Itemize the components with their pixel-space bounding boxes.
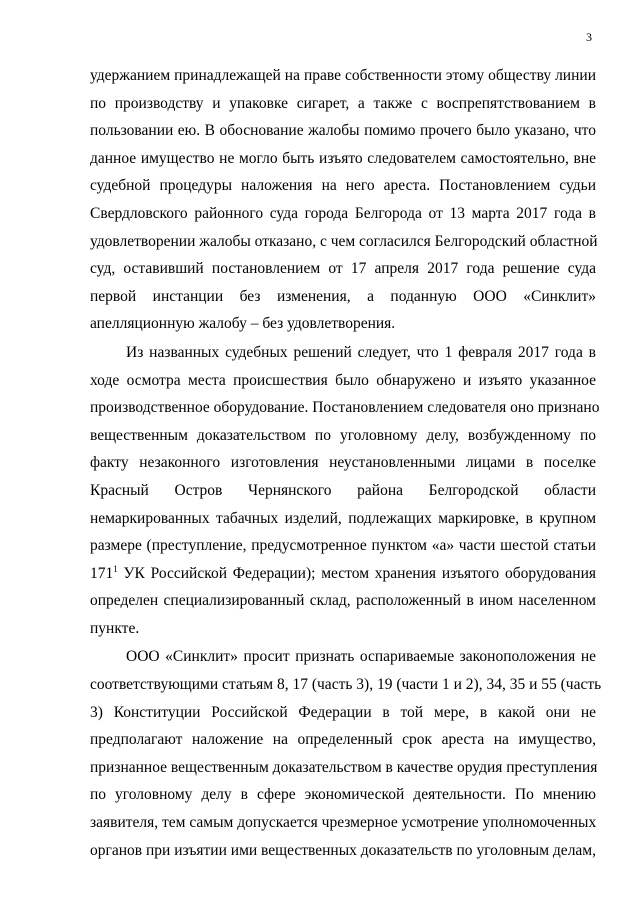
text-line: производственное оборудование. Постановлением следователя оно признано bbox=[90, 399, 600, 417]
text-line: ходе осмотра места происшествия было обнаружено и изъято указанное bbox=[90, 371, 596, 389]
text-line: Красный Остров Чернянского района Белгородской области bbox=[90, 481, 596, 499]
text-line: суд, оставивший постановлением от 17 апреля 2017 года решение суда bbox=[90, 260, 596, 278]
paragraph-3 bbox=[90, 643, 602, 864]
text-line: факту незаконного изготовления неустановленными лицами в поселке bbox=[90, 454, 596, 472]
text-line: по производству и упаковке сигарет, а также с воспрепятствованием в bbox=[90, 94, 596, 112]
text-line: удержанием принадлежащей на праве собственности этому обществу линии bbox=[90, 67, 596, 84]
text-line: по уголовному делу в сфере экономической деятельности. По мнению bbox=[90, 786, 596, 804]
text-line: предполагают наложение на определенный срок ареста на имущество, bbox=[90, 731, 596, 749]
text-line: заявителя, тем самым допускается чрезмерное усмотрение уполномоченных bbox=[90, 814, 597, 832]
text-line: определен специализированный склад, расположенный в ином населенном bbox=[90, 592, 596, 610]
text-line: немаркированных табачных изделий, подлежащих маркировке, в крупном bbox=[90, 509, 596, 527]
text-line: пользовании ею. В обоснование жалобы помимо прочего было указано, что bbox=[90, 122, 596, 140]
text-line: первой инстанции без изменения, а поданную ООО «Синклит» bbox=[90, 287, 596, 305]
text-line: вещественным доказательством по уголовному делу, возбужденному по bbox=[90, 426, 596, 444]
text-line: органов при изъятии ими вещественных доказательств по уголовным делам, bbox=[90, 841, 596, 859]
superscript: 1 bbox=[113, 563, 118, 574]
text-line-with-superscript bbox=[90, 560, 596, 588]
text-line: пункте. bbox=[90, 619, 140, 637]
page-number: 3 bbox=[586, 30, 592, 44]
text-line: 3) Конституции Российской Федерации в той мере, в какой они не bbox=[90, 703, 596, 721]
text-line: признанное вещественным доказательством в качестве орудия преступления bbox=[90, 758, 598, 776]
document-body bbox=[90, 62, 602, 864]
paragraph-2 bbox=[90, 339, 600, 643]
text-line: судебной процедуры наложения на него ареста. Постановлением судьи bbox=[90, 177, 596, 195]
text-line: Из названных судебных решений следует, что 1 февраля 2017 года в bbox=[126, 343, 596, 361]
text-line: данное имущество не могло быть изъято следователем самостоятельно, вне bbox=[90, 149, 596, 167]
text-line: ООО «Синклит» просит признать оспариваемые законоположения не bbox=[126, 648, 596, 666]
text-line: размере (преступление, предусмотренное пунктом «а» части шестой статьи bbox=[90, 537, 596, 555]
line-continuation: УК Российской Федерации); местом хранения изъятого оборудования bbox=[117, 564, 596, 582]
article-number: 171 bbox=[90, 564, 114, 582]
text-line: удовлетворении жалобы отказано, с чем согласился Белгородский областной bbox=[90, 232, 598, 250]
paragraph-1 bbox=[90, 62, 596, 338]
text-line: соответствующими статьям 8, 17 (часть 3), 19 (части 1 и 2), 34, 35 и 55 (часть bbox=[90, 676, 602, 694]
text-line: Свердловского районного суда города Белгорода от 13 марта 2017 года в bbox=[90, 204, 596, 222]
text-line: апелляционную жалобу – без удовлетворения. bbox=[90, 315, 396, 333]
